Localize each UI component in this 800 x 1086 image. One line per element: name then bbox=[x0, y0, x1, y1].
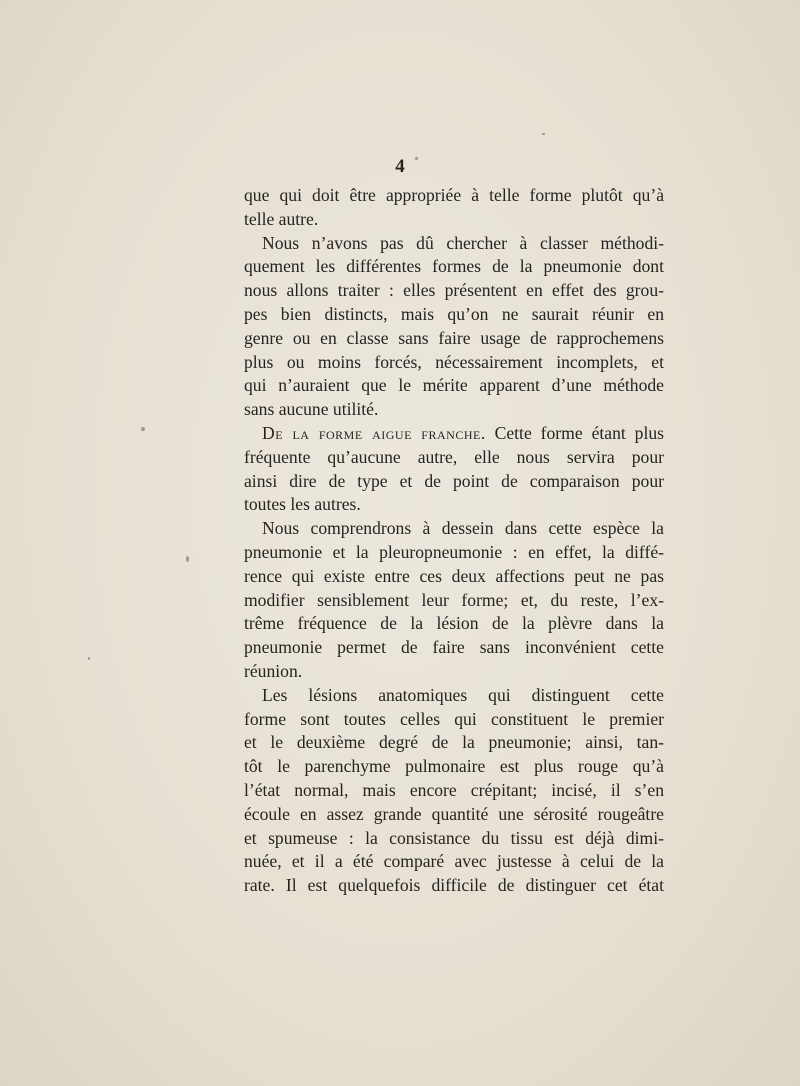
paragraph bbox=[244, 517, 664, 684]
section-heading: De la forme aigue franche. bbox=[262, 422, 486, 443]
text-line: rate. Il est quelquefois difficile de distinguer cet état bbox=[244, 875, 664, 896]
text-line bbox=[244, 422, 664, 446]
paper-speck bbox=[415, 157, 418, 160]
text-line: l’état normal, mais encore crépitant; incisé, il s’en bbox=[244, 779, 664, 800]
text-line: toutes les autres. bbox=[244, 494, 361, 515]
text-line: modifier sensiblement leur forme; et, du reste, l’ex- bbox=[244, 589, 664, 610]
paper-speck bbox=[542, 133, 545, 135]
text-line: qui n’auraient que le mérite apparent d’une méthode bbox=[244, 375, 664, 396]
text-line: telle autre. bbox=[244, 208, 319, 229]
paragraph bbox=[244, 422, 664, 517]
heading-line-text: Cette forme étant plus bbox=[494, 422, 664, 443]
paper-speck bbox=[186, 556, 189, 562]
text-line: et spumeuse : la consistance du tissu est déjà dimi- bbox=[244, 827, 664, 848]
body-text bbox=[244, 184, 664, 898]
text-line: pneumonie et la pleuropneumonie : en effet, la diffé- bbox=[244, 541, 664, 562]
text-line: écoule en assez grande quantité une sérosité rougeâtre bbox=[244, 803, 664, 824]
text-line: réunion. bbox=[244, 660, 303, 681]
paper-speck bbox=[88, 657, 90, 660]
text-line: trême fréquence de la lésion de la plèvre dans la bbox=[244, 613, 664, 634]
text-line: nous allons traiter : elles présentent en effet des grou- bbox=[244, 280, 664, 301]
paper-speck bbox=[141, 427, 145, 431]
text-line: fréquente qu’aucune autre, elle nous servira pour bbox=[244, 446, 664, 467]
text-line: Nous comprendrons à dessein dans cette espèce la bbox=[262, 518, 664, 539]
paragraph bbox=[244, 232, 664, 422]
text-line: sans aucune utilité. bbox=[244, 399, 379, 420]
text-line: rence qui existe entre ces deux affections peut ne pas bbox=[244, 565, 664, 586]
page-number: 4 bbox=[395, 156, 405, 177]
text-line: que qui doit être appropriée à telle forme plutôt qu’à bbox=[244, 185, 664, 205]
text-line: forme sont toutes celles qui constituent le premier bbox=[244, 708, 664, 729]
text-line: pes bien distincts, mais qu’on ne saurait réunir en bbox=[244, 303, 664, 324]
paragraph bbox=[244, 684, 664, 898]
text-line: plus ou moins forcés, nécessairement incomplets, et bbox=[244, 351, 664, 372]
text-line: tôt le parenchyme pulmonaire est plus rouge qu’à bbox=[244, 756, 664, 777]
text-line: Nous n’avons pas dû chercher à classer méthodi- bbox=[262, 232, 664, 253]
text-line: pneumonie permet de faire sans inconvénient cette bbox=[244, 637, 664, 658]
text-line: genre ou en classe sans faire usage de rapprochemens bbox=[244, 327, 664, 348]
paragraph bbox=[244, 184, 664, 232]
text-line: ainsi dire de type et de point de comparaison pour bbox=[244, 470, 664, 491]
text-line: nuée, et il a été comparé avec justesse à celui de la bbox=[244, 851, 664, 872]
text-line: quement les différentes formes de la pneumonie dont bbox=[244, 256, 664, 277]
text-line: et le deuxième degré de la pneumonie; ainsi, tan- bbox=[244, 732, 664, 753]
text-line: Les lésions anatomiques qui distinguent cette bbox=[262, 684, 664, 705]
